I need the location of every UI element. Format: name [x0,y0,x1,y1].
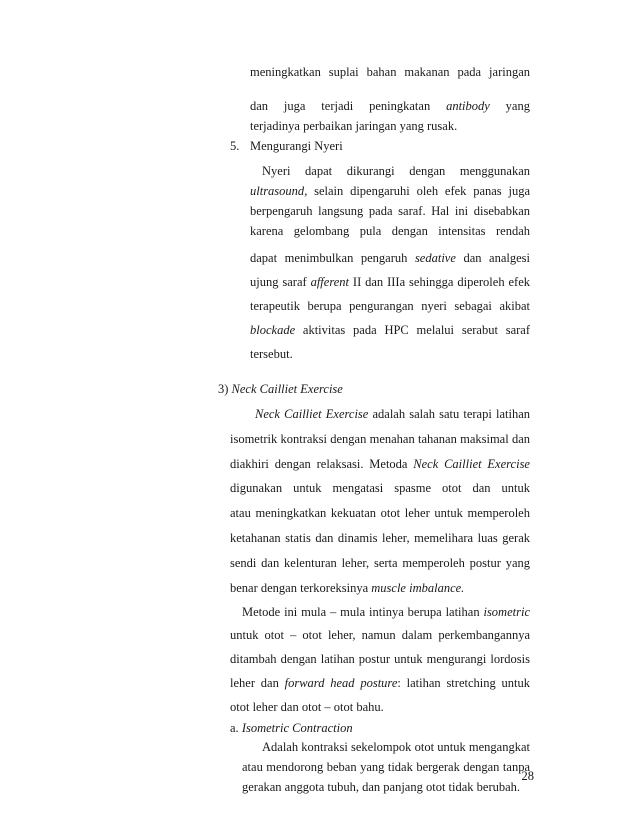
text-segment: ujung saraf [250,275,311,289]
italic-text: forward head posture [284,676,398,690]
text-line [230,580,530,596]
text-segment: : latihan stretching untuk [397,676,530,690]
text-segment: , selain dipengaruhi oleh efek panas juga [304,184,530,198]
text-segment: terjadinya perbaikan jaringan yang rusak. [250,119,458,133]
text-line [230,505,530,521]
text-segment: Metode ini mula – mula intinya berupa latihan [242,605,484,619]
text-segment: 3) [218,382,232,396]
text-segment: sendi dan kelenturan leher, serta memperoleh postur yang [230,556,530,570]
text-line [242,779,530,795]
text-segment: dapat menimbulkan pengaruh [250,251,415,265]
text-segment: gerakan anggota tubuh, dan panjang otot tidak berubah. [242,780,521,794]
text-segment: aktivitas pada HPC melalui serabut saraf [295,323,530,337]
italic-text: Neck Cailliet Exercise [255,407,369,421]
italic-text: muscle imbalance. [371,581,465,595]
subsection-heading [230,720,353,736]
text-segment: a. [230,721,242,735]
text-line [250,322,530,338]
text-line [250,118,530,134]
text-segment: diakhiri dengan relaksasi. Metoda [230,457,414,471]
text-segment: tersebut. [250,347,293,361]
text-line [230,555,530,571]
italic-text: Isometric Contraction [241,721,353,735]
section-heading [250,138,343,154]
text-line [230,699,530,715]
text-line [250,346,530,362]
text-line [230,456,530,472]
text-segment: Mengurangi Nyeri [250,139,343,153]
text-segment: adalah salah satu terapi latihan [368,407,530,421]
italic-text: antibody [446,99,490,113]
italic-text: Neck Cailliet Exercise [231,382,343,396]
text-segment: terapeutik berupa pengurangan nyeri sebagai akibat [250,299,530,313]
text-line [230,431,530,447]
text-line [242,759,530,775]
text-line [230,627,530,643]
text-segment: ketahanan statis dan dinamis leher, memelihara luas gerak [230,531,530,545]
italic-text: blockade [250,323,296,337]
section-heading [218,381,343,397]
text-segment: berpengaruh langsung pada saraf. Hal ini disebabkan [250,204,530,218]
text-line [242,604,530,620]
text-segment: dan analgesi [463,251,530,265]
text-segment: digunakan untuk mengatasi spasme otot dan untuk [230,481,530,495]
text-line [250,298,530,314]
text-line [230,651,530,667]
text-segment: atau meningkatkan kekuatan otot leher untuk memperoleh [230,506,530,520]
text-segment: karena gelombang pula dengan intensitas rendah [250,224,530,238]
italic-text: Neck Cailliet Exercise [413,457,530,471]
text-line [250,223,530,239]
text-segment: leher dan [230,676,285,690]
text-segment: otot leher dan otot – otot bahu. [230,700,384,714]
list-number [230,138,239,154]
text-line [250,250,530,266]
text-line [250,274,530,290]
italic-text: isometric [483,605,530,619]
page-number: 28 [521,769,534,783]
text-segment: untuk otot – otot leher, namun dalam perkembangannya [230,628,530,642]
text-segment: Adalah kontraksi sekelompok otot untuk mengangkat [262,740,530,754]
text-line [262,163,530,179]
text-line [250,98,530,114]
text-segment: benar dengan terkoreksinya [230,581,372,595]
text-line [250,183,530,199]
text-line [230,480,530,496]
text-line [230,530,530,546]
text-segment: atau mendorong beban yang tidak bergerak dengan tanpa [242,760,530,774]
text-line [230,675,530,691]
text-segment: II dan IIIa sehingga diperoleh efek [349,275,530,289]
text-segment: yang [505,99,530,113]
text-segment: isometrik kontraksi dengan menahan tahanan maksimal dan [230,432,530,446]
text-line [250,64,530,80]
text-line [250,203,530,219]
text-segment: Nyeri dapat dikurangi dengan menggunakan [262,164,530,178]
italic-text: sedative [414,251,456,265]
text-line [255,406,530,422]
text-segment: ditambah dengan latihan postur untuk mengurangi lordosis [230,652,530,666]
text-segment: meningkatkan suplai bahan makanan pada jaringan [250,65,530,79]
italic-text: ultrasound [250,184,305,198]
text-line [262,739,530,755]
text-segment: dan juga terjadi peningkatan [250,99,447,113]
italic-text: afferent [310,275,349,289]
text-segment: 5. [230,139,240,153]
